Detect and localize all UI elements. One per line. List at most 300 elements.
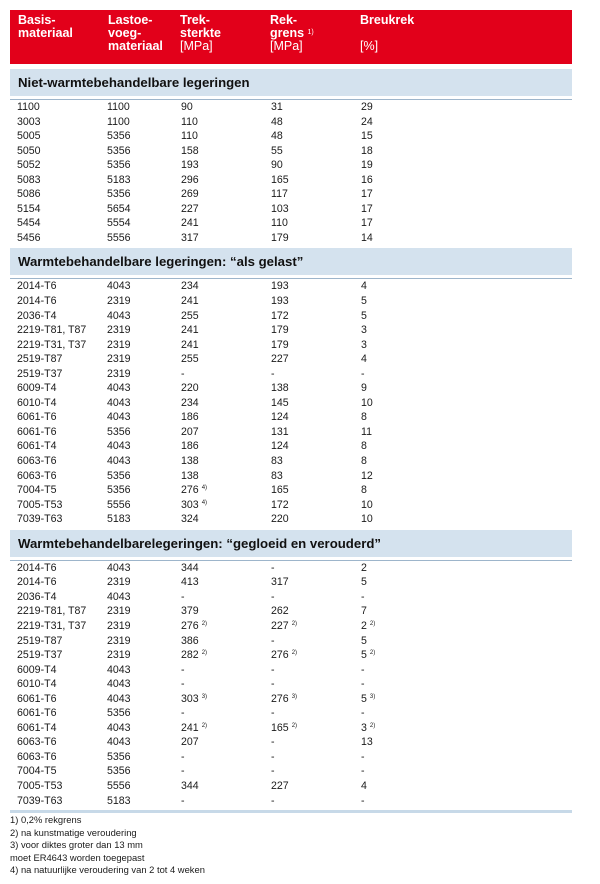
cell-value: 5356: [107, 765, 131, 778]
cell-value: 13: [361, 736, 373, 749]
cell-yield-strength: [271, 367, 275, 382]
cell-yield-strength: [271, 634, 275, 649]
cell-value: 220: [271, 513, 289, 526]
table-row: [10, 279, 572, 294]
cell-tensile-strength: [181, 561, 199, 576]
cell-value: 234: [181, 280, 199, 293]
cell-value: 227: [271, 619, 289, 632]
cell-value: 10: [361, 396, 373, 409]
table-row: [10, 439, 572, 454]
table-body: [10, 69, 572, 813]
cell-filler-material: [107, 352, 131, 367]
cell-base-material: [17, 338, 86, 353]
cell-value: 117: [271, 188, 288, 201]
cell-yield-strength: [271, 352, 289, 367]
cell-tensile-strength: [181, 202, 199, 217]
cell-filler-material: [107, 396, 131, 411]
cell-value: 138: [181, 469, 199, 482]
cell-value: 1100: [107, 115, 130, 128]
cell-value: 2319: [107, 353, 131, 366]
section-heading: Niet-warmtebehandelbare legeringen: [10, 69, 572, 96]
cell-base-material: [17, 721, 56, 736]
cell-elongation: [361, 396, 373, 411]
cell-filler-material: [107, 604, 131, 619]
cell-value: 5356: [107, 425, 131, 438]
footnote-ref: 2): [369, 650, 376, 657]
cell-value: 83: [271, 455, 283, 468]
cell-tensile-strength: [181, 144, 199, 159]
cell-value: 4043: [107, 280, 131, 293]
cell-filler-material: [107, 187, 131, 202]
cell-tensile-strength: [181, 604, 199, 619]
cell-filler-material: [107, 498, 131, 513]
cell-value: 241: [181, 295, 199, 308]
section-heading: Warmtebehandelbarelegeringen: “gegloeid en verouderd”: [10, 530, 572, 557]
cell-value: 5454: [17, 217, 41, 230]
cell-value: 5: [361, 576, 367, 589]
cell-value: 6009-T4: [17, 663, 57, 676]
cell-base-material: [17, 352, 62, 367]
cell-tensile-strength: [181, 498, 207, 513]
cell-yield-strength: [271, 483, 289, 498]
cell-elongation: [361, 144, 373, 159]
cell-value: 2519-T87: [17, 634, 63, 647]
cell-value: 227: [271, 779, 289, 792]
cell-yield-strength: [271, 498, 289, 513]
cell-value: 2: [361, 561, 367, 574]
table-row: [10, 173, 572, 188]
cell-tensile-strength: [181, 439, 199, 454]
table-row: [10, 410, 572, 425]
table-row: [10, 575, 572, 590]
table-row: [10, 692, 572, 707]
cell-elongation: [361, 439, 367, 454]
cell-yield-strength: [271, 216, 288, 231]
cell-value: 2036-T4: [17, 590, 57, 603]
table-header: [10, 10, 572, 64]
cell-elongation: [361, 779, 367, 794]
cell-base-material: [17, 794, 62, 809]
cell-base-material: [17, 216, 41, 231]
footnote: 4) na natuurlijke veroudering van 2 tot 4 weken: [10, 864, 205, 875]
cell-value: 2014-T6: [17, 280, 57, 293]
cell-value: 17: [361, 202, 373, 215]
cell-elongation: [361, 648, 375, 663]
cell-value: 5654: [107, 202, 131, 215]
cell-yield-strength: [271, 692, 297, 707]
cell-value: 4: [361, 779, 367, 792]
cell-yield-strength: [271, 158, 283, 173]
cell-value: 83: [271, 469, 283, 482]
cell-filler-material: [107, 367, 131, 382]
footnote: 3) voor diktes groter dan 13 mm: [10, 839, 143, 850]
cell-value: 2319: [107, 576, 131, 589]
cell-tensile-strength: [181, 663, 185, 678]
cell-tensile-strength: [181, 100, 193, 115]
cell-tensile-strength: [181, 721, 207, 736]
cell-filler-material: [107, 794, 131, 809]
cell-yield-strength: [271, 706, 275, 721]
cell-tensile-strength: [181, 692, 207, 707]
cell-value: 16: [361, 173, 373, 186]
cell-value: 5356: [107, 188, 131, 201]
cell-value: 2036-T4: [17, 309, 57, 322]
footnote-ref: 2): [201, 650, 208, 657]
cell-tensile-strength: [181, 512, 199, 527]
cell-elongation: [361, 294, 367, 309]
cell-elongation: [361, 735, 373, 750]
cell-filler-material: [107, 735, 131, 750]
cell-value: -: [271, 367, 275, 380]
table-row: [10, 381, 572, 396]
cell-value: 5: [361, 309, 367, 322]
cell-value: 1100: [107, 101, 130, 113]
cell-value: 2519-T87: [17, 353, 63, 366]
cell-elongation: [361, 129, 373, 144]
cell-value: 303: [181, 498, 199, 511]
cell-value: -: [361, 707, 365, 720]
cell-filler-material: [107, 677, 131, 692]
cell-value: 6061-T6: [17, 692, 57, 705]
table-row: [10, 764, 572, 779]
cell-base-material: [17, 323, 86, 338]
cell-value: 3: [361, 324, 367, 337]
cell-elongation: [361, 469, 373, 484]
cell-value: 1100: [17, 101, 40, 113]
cell-filler-material: [107, 100, 130, 115]
cell-value: 4043: [107, 455, 131, 468]
cell-yield-strength: [271, 115, 283, 130]
cell-value: 2014-T6: [17, 576, 57, 589]
cell-base-material: [17, 187, 41, 202]
table-row: [10, 338, 572, 353]
cell-value: 2319: [107, 605, 131, 618]
cell-base-material: [17, 469, 56, 484]
cell-tensile-strength: [181, 367, 185, 382]
cell-value: 5556: [107, 231, 131, 244]
cell-yield-strength: [271, 590, 275, 605]
cell-elongation: [361, 352, 367, 367]
cell-value: 2: [361, 619, 367, 632]
cell-elongation: [361, 663, 365, 678]
cell-value: -: [361, 678, 365, 691]
cell-base-material: [17, 706, 56, 721]
cell-yield-strength: [271, 100, 283, 115]
cell-value: 7004-T5: [17, 484, 57, 497]
cell-elongation: [361, 721, 375, 736]
cell-yield-strength: [271, 663, 275, 678]
cell-value: 8: [361, 484, 367, 497]
cell-value: 220: [181, 382, 199, 395]
cell-base-material: [17, 231, 41, 246]
cell-value: 4043: [107, 309, 131, 322]
cell-value: 7005-T53: [17, 779, 63, 792]
cell-value: 6061-T6: [17, 411, 57, 424]
cell-value: 344: [181, 561, 199, 574]
cell-value: 5154: [17, 202, 41, 215]
footnote-ref: 2): [291, 620, 298, 627]
cell-value: 9: [361, 382, 367, 395]
cell-value: 5083: [17, 173, 41, 186]
cell-base-material: [17, 439, 56, 454]
footnote-ref: 2): [369, 722, 376, 729]
cell-elongation: [361, 692, 375, 707]
cell-value: 2319: [107, 619, 131, 632]
table-end-rule: [10, 810, 572, 813]
cell-value: -: [181, 750, 185, 763]
footnote-ref: 3): [201, 693, 208, 700]
cell-value: 8: [361, 455, 367, 468]
cell-value: 138: [181, 455, 199, 468]
cell-tensile-strength: [181, 279, 199, 294]
cell-tensile-strength: [181, 187, 199, 202]
header-filler-material: Lastoe- voeg- materiaal: [108, 13, 163, 53]
cell-elongation: [361, 561, 367, 576]
table-row: [10, 352, 572, 367]
cell-value: 4043: [107, 382, 131, 395]
cell-filler-material: [107, 561, 131, 576]
cell-elongation: [361, 794, 365, 809]
cell-yield-strength: [271, 187, 288, 202]
cell-base-material: [17, 663, 56, 678]
cell-value: 255: [181, 309, 199, 322]
cell-base-material: [17, 619, 86, 634]
cell-value: 4: [361, 280, 367, 293]
table-row: [10, 498, 572, 513]
cell-value: 15: [361, 130, 373, 143]
cell-value: 31: [271, 101, 283, 113]
cell-yield-strength: [271, 294, 289, 309]
cell-value: 12: [361, 469, 373, 482]
cell-value: -: [361, 794, 365, 807]
cell-value: -: [271, 794, 275, 807]
cell-base-material: [17, 561, 56, 576]
cell-value: 227: [271, 353, 289, 366]
cell-yield-strength: [271, 338, 289, 353]
cell-tensile-strength: [181, 396, 199, 411]
cell-value: 5183: [107, 513, 131, 526]
cell-yield-strength: [271, 410, 289, 425]
cell-elongation: [361, 634, 367, 649]
cell-value: 386: [181, 634, 199, 647]
footnote-ref: 2): [291, 650, 298, 657]
cell-yield-strength: [271, 396, 289, 411]
cell-value: 18: [361, 144, 373, 157]
cell-tensile-strength: [181, 619, 207, 634]
table-row: [10, 187, 572, 202]
cell-value: 124: [271, 411, 289, 424]
cell-base-material: [17, 498, 62, 513]
cell-value: 276: [181, 619, 199, 632]
cell-filler-material: [107, 575, 131, 590]
cell-value: -: [271, 663, 275, 676]
cell-elongation: [361, 590, 365, 605]
cell-elongation: [361, 512, 373, 527]
cell-value: 3: [361, 338, 367, 351]
cell-value: 324: [181, 513, 199, 526]
cell-value: 241: [181, 338, 199, 351]
cell-tensile-strength: [181, 764, 185, 779]
cell-elongation: [361, 158, 373, 173]
cell-value: 303: [181, 692, 199, 705]
cell-value: 241: [181, 217, 199, 230]
cell-value: 7: [361, 605, 367, 618]
cell-tensile-strength: [181, 352, 199, 367]
cell-filler-material: [107, 512, 131, 527]
cell-filler-material: [107, 648, 131, 663]
cell-base-material: [17, 396, 56, 411]
cell-elongation: [361, 381, 367, 396]
cell-value: 4043: [107, 411, 131, 424]
cell-value: 6063-T6: [17, 469, 57, 482]
cell-tensile-strength: [181, 575, 199, 590]
cell-value: 186: [181, 411, 199, 424]
cell-value: 6063-T6: [17, 736, 57, 749]
cell-value: 2319: [107, 295, 131, 308]
cell-filler-material: [107, 439, 131, 454]
cell-filler-material: [107, 454, 131, 469]
cell-value: 2219-T81, T87: [17, 324, 87, 337]
cell-value: 5005: [17, 130, 41, 143]
cell-tensile-strength: [181, 158, 199, 173]
cell-base-material: [17, 173, 41, 188]
cell-value: 24: [361, 115, 373, 128]
cell-value: 55: [271, 144, 283, 157]
cell-value: 110: [181, 115, 198, 128]
table-row: [10, 590, 572, 605]
cell-value: 282: [181, 649, 199, 662]
table-row: [10, 663, 572, 678]
cell-yield-strength: [271, 279, 289, 294]
cell-elongation: [361, 454, 367, 469]
cell-elongation: [361, 202, 373, 217]
cell-value: 17: [361, 188, 373, 201]
cell-base-material: [17, 483, 56, 498]
table-row: [10, 677, 572, 692]
cell-filler-material: [107, 129, 131, 144]
cell-base-material: [17, 202, 41, 217]
cell-value: 172: [271, 498, 289, 511]
cell-elongation: [361, 231, 373, 246]
cell-filler-material: [107, 634, 131, 649]
cell-yield-strength: [271, 794, 275, 809]
cell-filler-material: [107, 590, 131, 605]
cell-base-material: [17, 750, 56, 765]
cell-value: -: [181, 794, 185, 807]
cell-value: 5183: [107, 173, 131, 186]
table-row: [10, 115, 572, 130]
cell-base-material: [17, 590, 56, 605]
cell-value: 276: [181, 484, 199, 497]
cell-yield-strength: [271, 512, 289, 527]
cell-filler-material: [107, 692, 131, 707]
cell-value: 5086: [17, 188, 41, 201]
table-row: [10, 794, 572, 809]
table-row: [10, 454, 572, 469]
cell-yield-strength: [271, 144, 283, 159]
cell-elongation: [361, 706, 365, 721]
cell-value: 124: [271, 440, 289, 453]
cell-base-material: [17, 144, 41, 159]
cell-filler-material: [107, 323, 131, 338]
cell-value: 90: [181, 101, 193, 113]
section-rows: [10, 279, 572, 526]
cell-yield-strength: [271, 735, 275, 750]
cell-value: 6061-T4: [17, 721, 57, 734]
cell-value: 7039-T63: [17, 513, 63, 526]
cell-value: 2319: [107, 634, 131, 647]
cell-value: 7004-T5: [17, 765, 57, 778]
header-base-material: Basis- materiaal: [18, 13, 73, 40]
cell-value: -: [271, 590, 275, 603]
cell-elongation: [361, 367, 365, 382]
cell-value: -: [181, 765, 185, 778]
cell-base-material: [17, 367, 62, 382]
cell-value: 165: [271, 484, 289, 497]
cell-filler-material: [107, 410, 131, 425]
cell-value: 90: [271, 159, 283, 172]
cell-elongation: [361, 173, 373, 188]
footnote-ref: 4): [201, 499, 208, 506]
cell-base-material: [17, 294, 56, 309]
cell-base-material: [17, 454, 56, 469]
cell-value: 234: [181, 396, 199, 409]
cell-base-material: [17, 425, 56, 440]
cell-base-material: [17, 410, 56, 425]
cell-value: -: [181, 590, 185, 603]
cell-value: 2014-T6: [17, 561, 57, 574]
table-row: [10, 561, 572, 576]
cell-tensile-strength: [181, 323, 199, 338]
cell-tensile-strength: [181, 338, 199, 353]
cell-tensile-strength: [181, 425, 199, 440]
cell-value: 317: [181, 231, 199, 244]
table-row: [10, 129, 572, 144]
cell-filler-material: [107, 663, 131, 678]
cell-filler-material: [107, 721, 131, 736]
cell-value: 2319: [107, 324, 131, 337]
cell-value: 241: [181, 721, 199, 734]
cell-elongation: [361, 115, 373, 130]
cell-value: 5356: [107, 159, 131, 172]
cell-value: 7005-T53: [17, 498, 63, 511]
cell-yield-strength: [271, 779, 289, 794]
cell-elongation: [361, 216, 373, 231]
cell-value: 241: [181, 324, 199, 337]
cell-value: 5: [361, 634, 367, 647]
cell-elongation: [361, 677, 365, 692]
cell-base-material: [17, 764, 56, 779]
cell-base-material: [17, 279, 56, 294]
cell-value: 2219-T31, T37: [17, 619, 87, 632]
cell-elongation: [361, 575, 367, 590]
table-row: [10, 367, 572, 382]
cell-tensile-strength: [181, 216, 199, 231]
table-row: [10, 706, 572, 721]
cell-value: 138: [271, 382, 289, 395]
cell-value: 4043: [107, 590, 131, 603]
cell-filler-material: [107, 158, 131, 173]
cell-value: 5456: [17, 231, 41, 244]
cell-value: 5356: [107, 750, 131, 763]
footnote: 1) 0,2% rekgrens: [10, 814, 82, 825]
cell-filler-material: [107, 144, 131, 159]
cell-value: 5: [361, 295, 367, 308]
cell-value: 110: [181, 130, 198, 143]
cell-tensile-strength: [181, 677, 185, 692]
cell-tensile-strength: [181, 115, 198, 130]
table-row: [10, 619, 572, 634]
